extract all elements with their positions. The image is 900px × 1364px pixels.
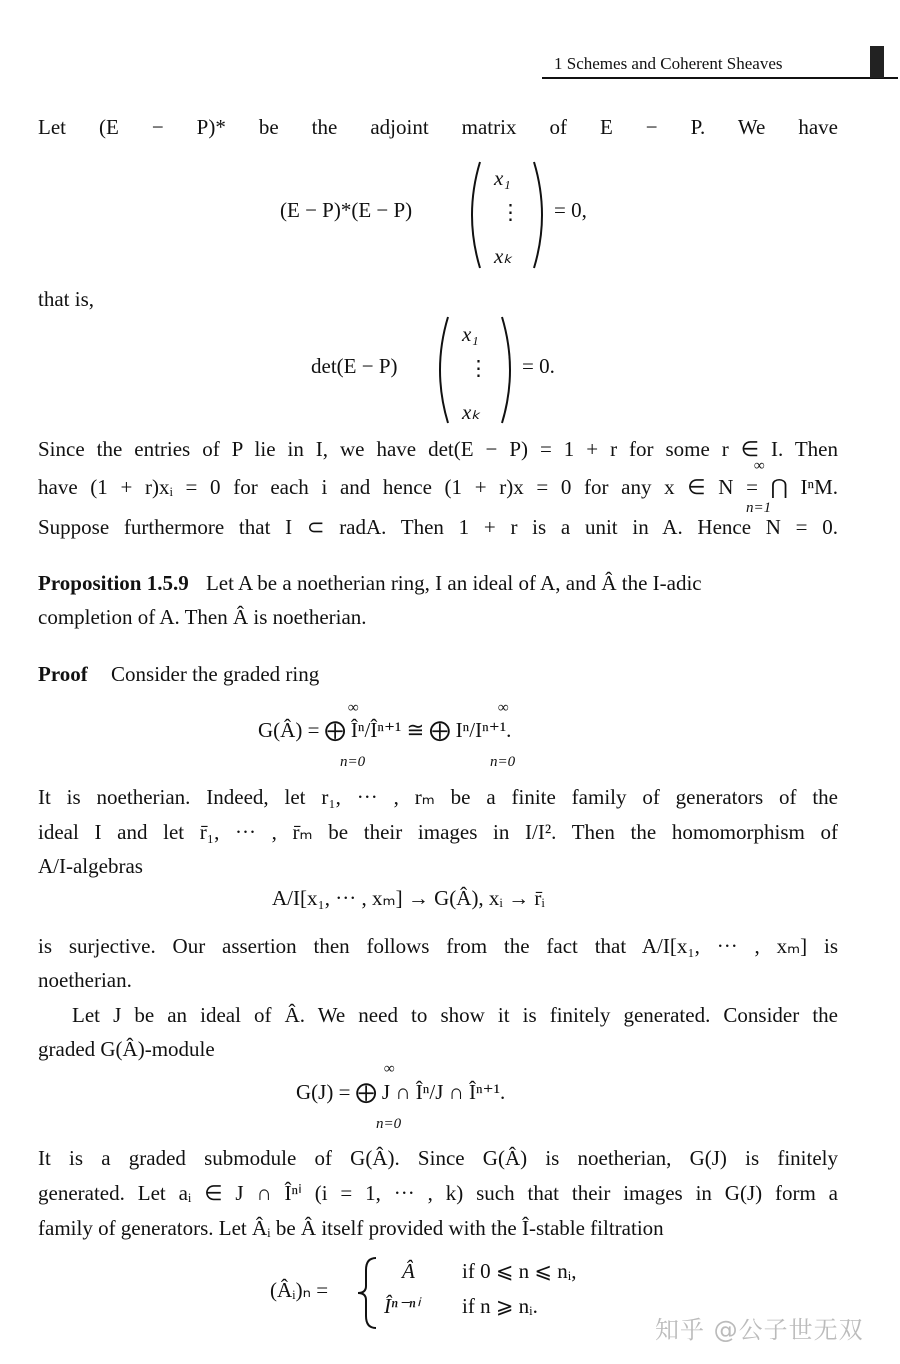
text-line-14: generated. Let aᵢ ∈ J ∩ Îⁿⁱ (i = 1, ··· , k) such that their images in G(J) form a [38, 1181, 838, 1205]
eq6-case2-value: Îⁿ⁻ⁿⁱ [384, 1294, 420, 1318]
proof-text: Consider the graded ring [111, 662, 320, 686]
running-title: 1 Schemes and Coherent Sheaves [554, 54, 783, 73]
text-line-4: have (1 + r)xᵢ = 0 for each i and hence (1 + r)x = 0 for any x ∈ N = ⋂ IⁿM. [38, 475, 838, 499]
eq6-case1-value: Â [402, 1259, 415, 1283]
watermark: 知乎 @公子世无双 [655, 1316, 864, 1344]
eq6-brace [356, 1256, 380, 1330]
text-line-8: A/I-algebras [38, 854, 143, 878]
page-thumb-mark [870, 46, 884, 78]
eq6-case1-condition: if 0 ⩽ n ⩽ nᵢ, [462, 1259, 577, 1283]
eq2-right: = 0. [522, 354, 555, 378]
eq3-sub-1: n=0 [340, 754, 366, 770]
proposition-text: Let A be a noetherian ring, I an ideal of A, and Â the I-adic [205, 571, 702, 595]
running-header [542, 50, 898, 80]
eq1-x1: x₁ [494, 166, 511, 190]
eq3-sub-2: n=0 [490, 754, 516, 770]
eq2-left: det(E − P) [311, 354, 398, 378]
l4-intersection-sup: ∞ [754, 458, 765, 474]
text-line-11: Let J be an ideal of Â. We need to show it is finitely generated. Consider the [72, 1003, 838, 1027]
eq6-case2-condition: if n ⩾ nᵢ. [462, 1294, 538, 1318]
l4-intersection-sub: n=1 [746, 500, 772, 516]
eq3-sup-2: ∞ [498, 700, 509, 716]
eq1-right: = 0, [554, 198, 587, 222]
eq1-dots: ⋮ [500, 200, 521, 224]
text-line-9: is surjective. Our assertion then follows from the fact that A/I[x₁, ··· , xₘ] is [38, 934, 838, 958]
eq5: G(J) = ⨁ J ∩ Îⁿ/J ∩ Îⁿ⁺¹. [296, 1080, 506, 1104]
proposition-label: Proposition 1.5.9 [38, 571, 189, 595]
eq5-sup: ∞ [384, 1061, 395, 1077]
text-line-7: ideal I and let r̄₁, ··· , r̄ₘ be their images in I/I². Then the homomorphism of [38, 820, 838, 844]
eq3: G(Â) = ⨁ Îⁿ/Îⁿ⁺¹ ≅ ⨁ Iⁿ/Iⁿ⁺¹. [258, 718, 512, 742]
header-rule [542, 77, 898, 79]
text-line-6: It is noetherian. Indeed, let r₁, ··· , rₘ be a finite family of generators of the [38, 785, 838, 809]
text-line-1: Let (E − P)* be the adjoint matrix of E − P. We have [38, 115, 838, 139]
text-line-10: noetherian. [38, 968, 132, 992]
text-line-5: Suppose furthermore that I ⊂ radA. Then 1 + r is a unit in A. Hence N = 0. [38, 515, 838, 539]
eq3-sup-1: ∞ [348, 700, 359, 716]
text-line-13: It is a graded submodule of G(Â). Since G(Â) is noetherian, G(J) is finitely [38, 1146, 838, 1170]
eq2-x1: x₁ [462, 322, 479, 346]
eq5-sub: n=0 [376, 1116, 402, 1132]
text-line-2: that is, [38, 287, 94, 311]
proof-start [38, 657, 838, 691]
proposition [38, 566, 838, 600]
eq2-dots: ⋮ [468, 356, 489, 380]
eq4: A/I[x₁, ··· , xₘ] → G(Â), xᵢ → r̄ᵢ [272, 886, 545, 910]
eq2-xk: xₖ [462, 400, 481, 424]
proof-label: Proof [38, 662, 88, 686]
text-line-15: family of generators. Let Âᵢ be Â itself provided with the Î-stable filtration [38, 1216, 664, 1240]
proposition-text-2: completion of A. Then Â is noetherian. [38, 605, 367, 629]
eq1-left: (E − P)*(E − P) [280, 198, 413, 222]
eq1-xk: xₖ [494, 244, 513, 268]
text-line-3: Since the entries of P lie in I, we have det(E − P) = 1 + r for some r ∈ I. Then [38, 437, 838, 461]
text-line-12: graded G(Â)-module [38, 1037, 215, 1061]
eq6-left: (Âᵢ)ₙ = [270, 1278, 329, 1302]
